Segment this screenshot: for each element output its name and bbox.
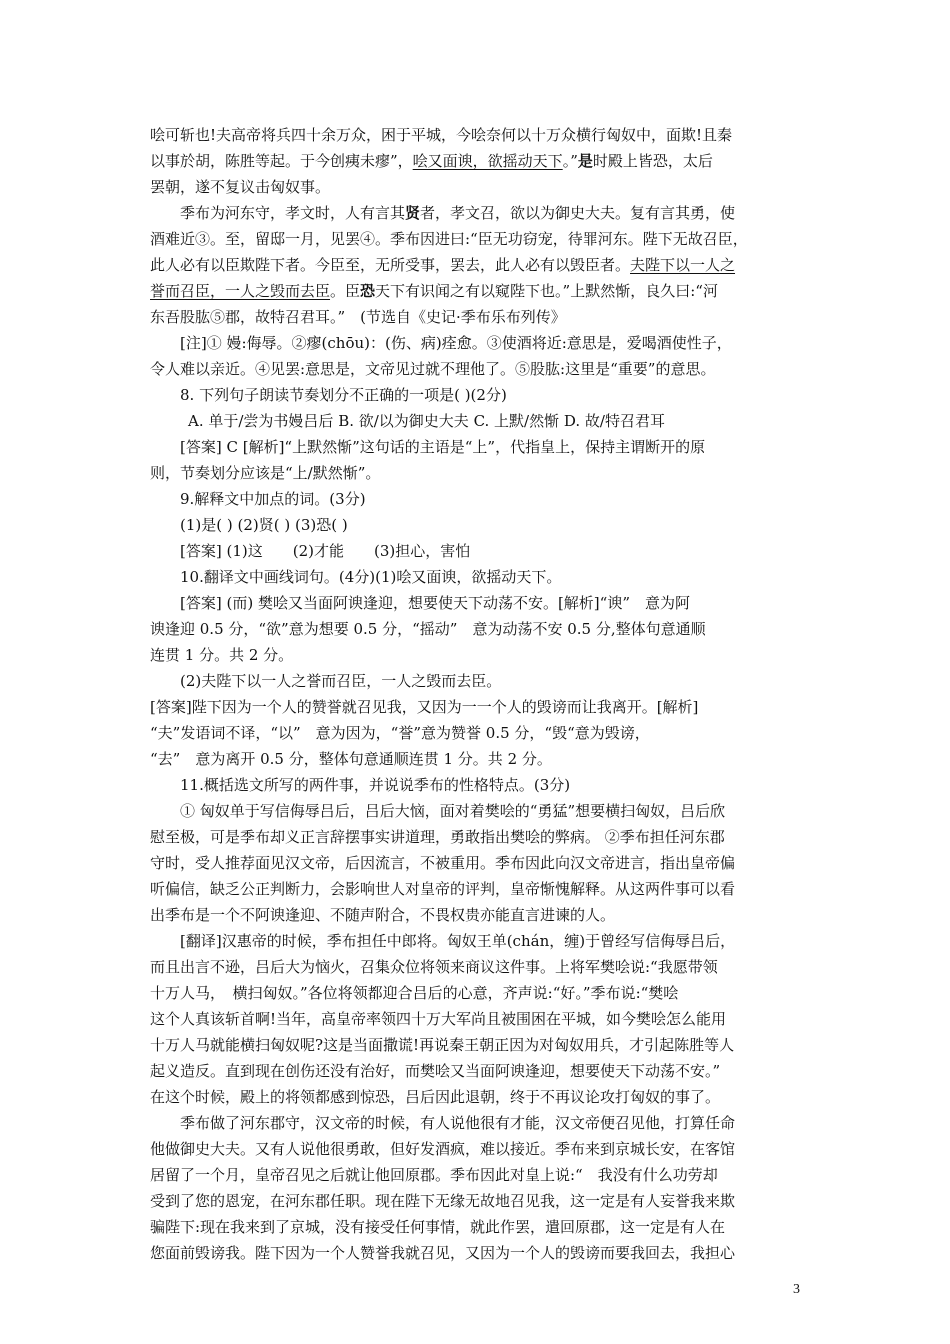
text-segment: [答案] C [解析]“上默然惭”这句话的主语是“上”，代指皇上，保持主谓断开的原	[180, 438, 706, 456]
text-segment: [答案]陛下因为一个人的赞誉就召见我，又因为一一个人的毁谤而让我离开。[解析]	[150, 698, 699, 716]
text-segment: 出季布是一个不阿谀逢迎、不随声附合，不畏权贵亦能直言进谏的人。	[150, 906, 616, 924]
text-segment: 9.解释文中加点的词。(3分)	[180, 490, 366, 508]
text-segment: 此人必有以臣欺陛下者。今臣至，无所受事，罢去，此人必有以毁臣者。	[150, 256, 631, 274]
text-segment: 者，孝文召，欲以为御史大夫。复有言其勇，使	[420, 204, 736, 222]
text-segment: 连贯 1 分。共 2 分。	[150, 646, 294, 664]
text-line	[150, 564, 810, 590]
dotted-word: 贤	[405, 204, 421, 222]
text-line	[150, 928, 810, 954]
text-segment: (2)夫陛下以一人之誉而召臣，一人之毁而去臣。	[180, 672, 502, 690]
underlined-phrase: 哙又面谀，欲摇动天下	[412, 152, 563, 170]
text-segment: 在这个时候，殿上的将领都感到惊恐，吕后因此退朝，终于不再议论攻打匈奴的事了。	[150, 1088, 721, 1106]
text-segment: 东吾股肱⑤郡，故特召君耳。” (节选自《史记·季布乐布列传》	[150, 308, 566, 326]
document-body	[150, 122, 810, 1266]
text-line	[150, 1058, 810, 1084]
underlined-phrase: 誉而召臣，一人之毁而去臣	[150, 282, 331, 300]
text-segment: 时殿上皆恐，太后	[592, 152, 713, 170]
text-segment: 11.概括选文所写的两件事，并说说季布的性格特点。(3分)	[180, 776, 571, 794]
text-line	[150, 746, 810, 772]
text-line	[150, 356, 810, 382]
text-segment: 这个人真该斩首啊!当年，高皇帝率领四十万大军尚且被围困在平城，如今樊哙怎么能用	[150, 1010, 727, 1028]
text-segment: 谀逢迎 0.5 分，“欲”意为想要 0.5 分，“摇动” 意为动荡不安 0.5 分,整体句意通顺	[150, 620, 706, 638]
text-line	[150, 1188, 810, 1214]
text-line	[150, 252, 810, 278]
text-line	[150, 590, 810, 616]
page-number: 3	[793, 1282, 800, 1297]
text-line	[150, 434, 810, 460]
text-segment: 令人难以亲近。④见罢:意思是，文帝见过就不理他了。⑤股肱:这里是“重要”的意思。	[150, 360, 716, 378]
text-line	[150, 668, 810, 694]
text-segment: 。臣	[330, 282, 361, 300]
text-segment: 则，节奏划分应该是“上/默然惭”。	[150, 464, 381, 482]
text-line	[150, 1084, 810, 1110]
text-line	[150, 616, 810, 642]
text-line	[150, 954, 810, 980]
text-segment: 受到了您的恩宠，在河东郡任职。现在陛下无缘无故地召见我，这一定是有人妄誉我来欺	[150, 1192, 736, 1210]
text-segment: [翻译]汉惠帝的时候，季布担任中郎将。匈奴王单(chán，缠)于曾经写信侮辱吕后，	[180, 932, 736, 950]
text-segment: 起义造反。直到现在创伤还没有治好，而樊哙又当面阿谀逢迎，想要使天下动荡不安。”	[150, 1062, 721, 1080]
text-line	[150, 694, 810, 720]
text-line	[150, 330, 810, 356]
text-line	[150, 798, 810, 824]
text-segment: [答案] (而) 樊哙又当面阿谀逢迎，想要使天下动荡不安。[解析]“谀” 意为阿	[180, 594, 690, 612]
text-line	[150, 642, 810, 668]
text-line	[150, 226, 810, 252]
text-line	[150, 1110, 810, 1136]
text-segment: “夫”发语词不译，“以” 意为因为，“誉”意为赞誉 0.5 分，“毁“意为毁谤，	[150, 724, 650, 742]
text-segment: 十万人马就能横扫匈奴呢?这是当面撒谎!再说秦王朝正因为对匈奴用兵，才引起陈胜等人	[150, 1036, 735, 1054]
text-segment: 10.翻译文中画线词句。(4分)(1)哙又面谀，欲摇动天下。	[180, 568, 562, 586]
text-line	[150, 720, 810, 746]
text-segment: A. 单于/尝为书嫚吕后 B. 欲/以为御史大夫 C. 上默/然惭 D. 故/特召君耳	[188, 412, 665, 430]
text-line	[150, 148, 810, 174]
text-segment: 骗陛下:现在我来到了京城，没有接受任何事情，就此作罢，遣回原郡，这一定是有人在	[150, 1218, 726, 1236]
text-line	[150, 512, 810, 538]
text-line	[150, 902, 810, 928]
text-segment: 季布做了河东郡守，汉文帝的时候，有人说他很有才能，汉文帝便召见他，打算任命	[180, 1114, 736, 1132]
text-line	[150, 174, 810, 200]
text-line	[150, 1006, 810, 1032]
dotted-word: 恐	[360, 282, 376, 300]
text-line	[150, 824, 810, 850]
text-segment: 以事於胡，陈胜等起。于今创痍未瘳”，	[150, 152, 413, 170]
text-line	[150, 122, 810, 148]
text-segment: 罢朝，遂不复议击匈奴事。	[150, 178, 331, 196]
text-segment: 他做御史大夫。又有人说他很勇敢，但好发酒疯，难以接近。季布来到京城长安，在客馆	[150, 1140, 736, 1158]
text-segment: 您面前毁谤我。陛下因为一个人赞誉我就召见，又因为一个人的毁谤而要我回去，我担心	[150, 1244, 736, 1262]
text-segment: 守时，受人推荐面见汉文帝，后因流言，不被重用。季布因此向汉文帝进言，指出皇帝偏	[150, 854, 736, 872]
text-line	[150, 460, 810, 486]
text-segment: ① 匈奴单于写信侮辱吕后，吕后大恼，面对着樊哙的“勇猛”想要横扫匈奴，吕后欣	[180, 802, 726, 820]
text-line	[150, 1162, 810, 1188]
text-line	[150, 876, 810, 902]
text-line	[150, 1240, 810, 1266]
text-line	[150, 1214, 810, 1240]
text-line	[150, 772, 810, 798]
text-segment: 季布为河东守，孝文时，人有言其	[180, 204, 406, 222]
text-segment: 慰至极，可是季布却义正言辞摆事实讲道理，勇敢指出樊哙的弊病。 ②季布担任河东郡	[150, 828, 725, 846]
text-line	[150, 304, 810, 330]
text-segment: 哙可斩也!夫高帝将兵四十余万众，困于平城，今哙奈何以十万众横行匈奴中，面欺!且秦	[150, 126, 733, 144]
dotted-word: 是	[577, 152, 593, 170]
text-line	[150, 980, 810, 1006]
text-segment: 天下有识闻之有以窥陛下也。”上默然惭，良久曰:“河	[375, 282, 718, 300]
text-segment: “去” 意为离开 0.5 分，整体句意通顺连贯 1 分。共 2 分。	[150, 750, 552, 768]
text-line	[150, 1032, 810, 1058]
text-line	[150, 538, 810, 564]
text-line	[150, 200, 810, 226]
text-line	[150, 408, 810, 434]
text-segment: 。”	[562, 152, 578, 170]
text-line	[150, 1136, 810, 1162]
text-segment: 而且出言不逊，吕后大为恼火，召集众位将领来商议这件事。上将军樊哙说:“我愿带领	[150, 958, 718, 976]
text-segment: 酒难近③。至，留邸一月，见罢④。季布因进曰:“臣无功窃宠，待罪河东。陛下无故召臣，	[150, 230, 748, 248]
text-segment: (1)是( ) (2)贤( ) (3)恐( )	[180, 516, 348, 534]
text-line	[150, 278, 810, 304]
text-line	[150, 850, 810, 876]
text-line	[150, 486, 810, 512]
text-line	[150, 382, 810, 408]
text-segment: [答案] (1)这 (2)才能 (3)担心，害怕	[180, 542, 471, 560]
text-segment: 听偏信，缺乏公正判断力，会影响世人对皇帝的评判，皇帝惭愧解释。从这两件事可以看	[150, 880, 736, 898]
text-segment: [注]① 嫚:侮辱。②瘳(chōu)：(伤、病)痊愈。③使酒将近:意思是，爱喝酒使性子，	[180, 334, 732, 352]
underlined-phrase: 夫陛下以一人之	[630, 256, 736, 274]
text-segment: 居留了一个月，皇帝召见之后就让他回原郡。季布因此对皇上说:“ 我没有什么功劳却	[150, 1166, 718, 1184]
text-segment: 8. 下列句子朗读节奏划分不正确的一项是( )(2分)	[180, 386, 507, 404]
text-segment: 十万人马， 横扫匈奴。”各位将领都迎合吕后的心意，齐声说:“好。”季布说:“樊哙	[150, 984, 679, 1002]
